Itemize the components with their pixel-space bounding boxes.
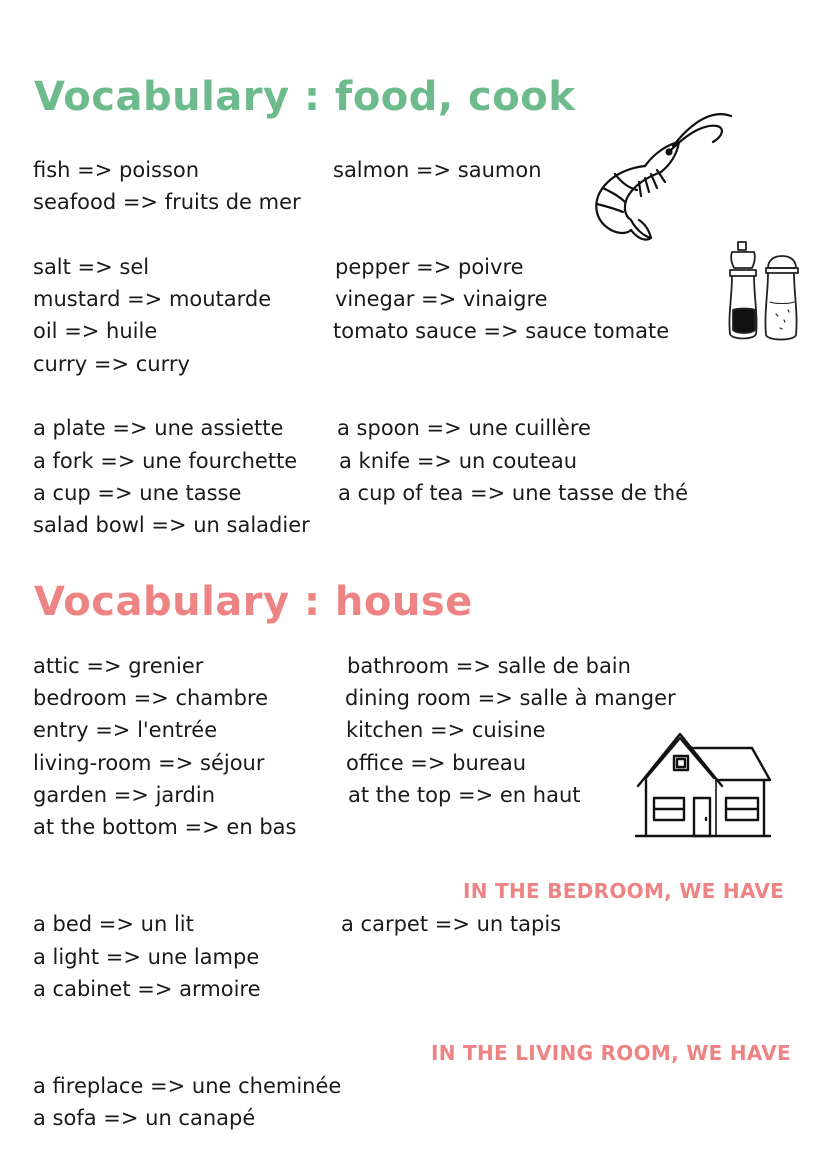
food-vocabulary-title: Vocabulary : food, cook <box>34 74 576 120</box>
vocab-item: a fork => une fourchette <box>33 449 298 473</box>
vocab-item: a cup of tea => une tasse de thé <box>338 481 689 505</box>
vocab-item: office => bureau <box>346 751 527 775</box>
vocab-item: salt => sel <box>33 255 150 279</box>
salt-pepper-icon <box>722 236 804 348</box>
vocab-item: fish => poisson <box>33 158 200 182</box>
vocab-item: a light => une lampe <box>33 945 260 969</box>
vocab-item: pepper => poivre <box>335 255 524 279</box>
vocab-item: tomato sauce => sauce tomate <box>333 319 670 343</box>
vocab-item: a spoon => une cuillère <box>337 416 591 440</box>
vocab-item: garden => jardin <box>33 783 216 807</box>
vocab-item: vinegar => vinaigre <box>335 287 548 311</box>
vocab-item: salad bowl => un saladier <box>33 513 310 537</box>
vocab-item: a cabinet => armoire <box>33 977 261 1001</box>
vocab-item: a sofa => un canapé <box>33 1106 256 1130</box>
living-room-heading: IN THE LIVING ROOM, WE HAVE <box>431 1041 792 1065</box>
vocab-item: at the top => en haut <box>348 783 581 807</box>
vocab-item: a knife => un couteau <box>339 449 578 473</box>
vocab-item: oil => huile <box>33 319 158 343</box>
vocab-item: a fireplace => une cheminée <box>33 1074 342 1098</box>
house-icon <box>632 728 774 840</box>
vocab-item: a carpet => un tapis <box>341 912 562 936</box>
vocab-item: entry => l'entrée <box>33 718 218 742</box>
vocab-item: bathroom => salle de bain <box>347 654 631 678</box>
bedroom-heading: IN THE BEDROOM, WE HAVE <box>463 879 785 903</box>
vocab-item: bedroom => chambre <box>33 686 269 710</box>
vocab-item: kitchen => cuisine <box>346 718 546 742</box>
house-vocabulary-title: Vocabulary : house <box>34 579 473 625</box>
vocab-item: living-room => séjour <box>33 751 265 775</box>
vocab-item: attic => grenier <box>33 654 204 678</box>
vocab-item: a plate => une assiette <box>33 416 284 440</box>
vocab-item: mustard => moutarde <box>33 287 272 311</box>
vocab-item: a bed => un lit <box>33 912 194 936</box>
vocab-item: seafood => fruits de mer <box>33 190 301 214</box>
vocab-item: dining room => salle à manger <box>345 686 676 710</box>
vocab-item: salmon => saumon <box>333 158 542 182</box>
vocab-item: at the bottom => en bas <box>33 815 297 839</box>
vocab-item: a cup => une tasse <box>33 481 242 505</box>
vocab-item: curry => curry <box>33 352 190 376</box>
shrimp-icon <box>585 108 735 243</box>
